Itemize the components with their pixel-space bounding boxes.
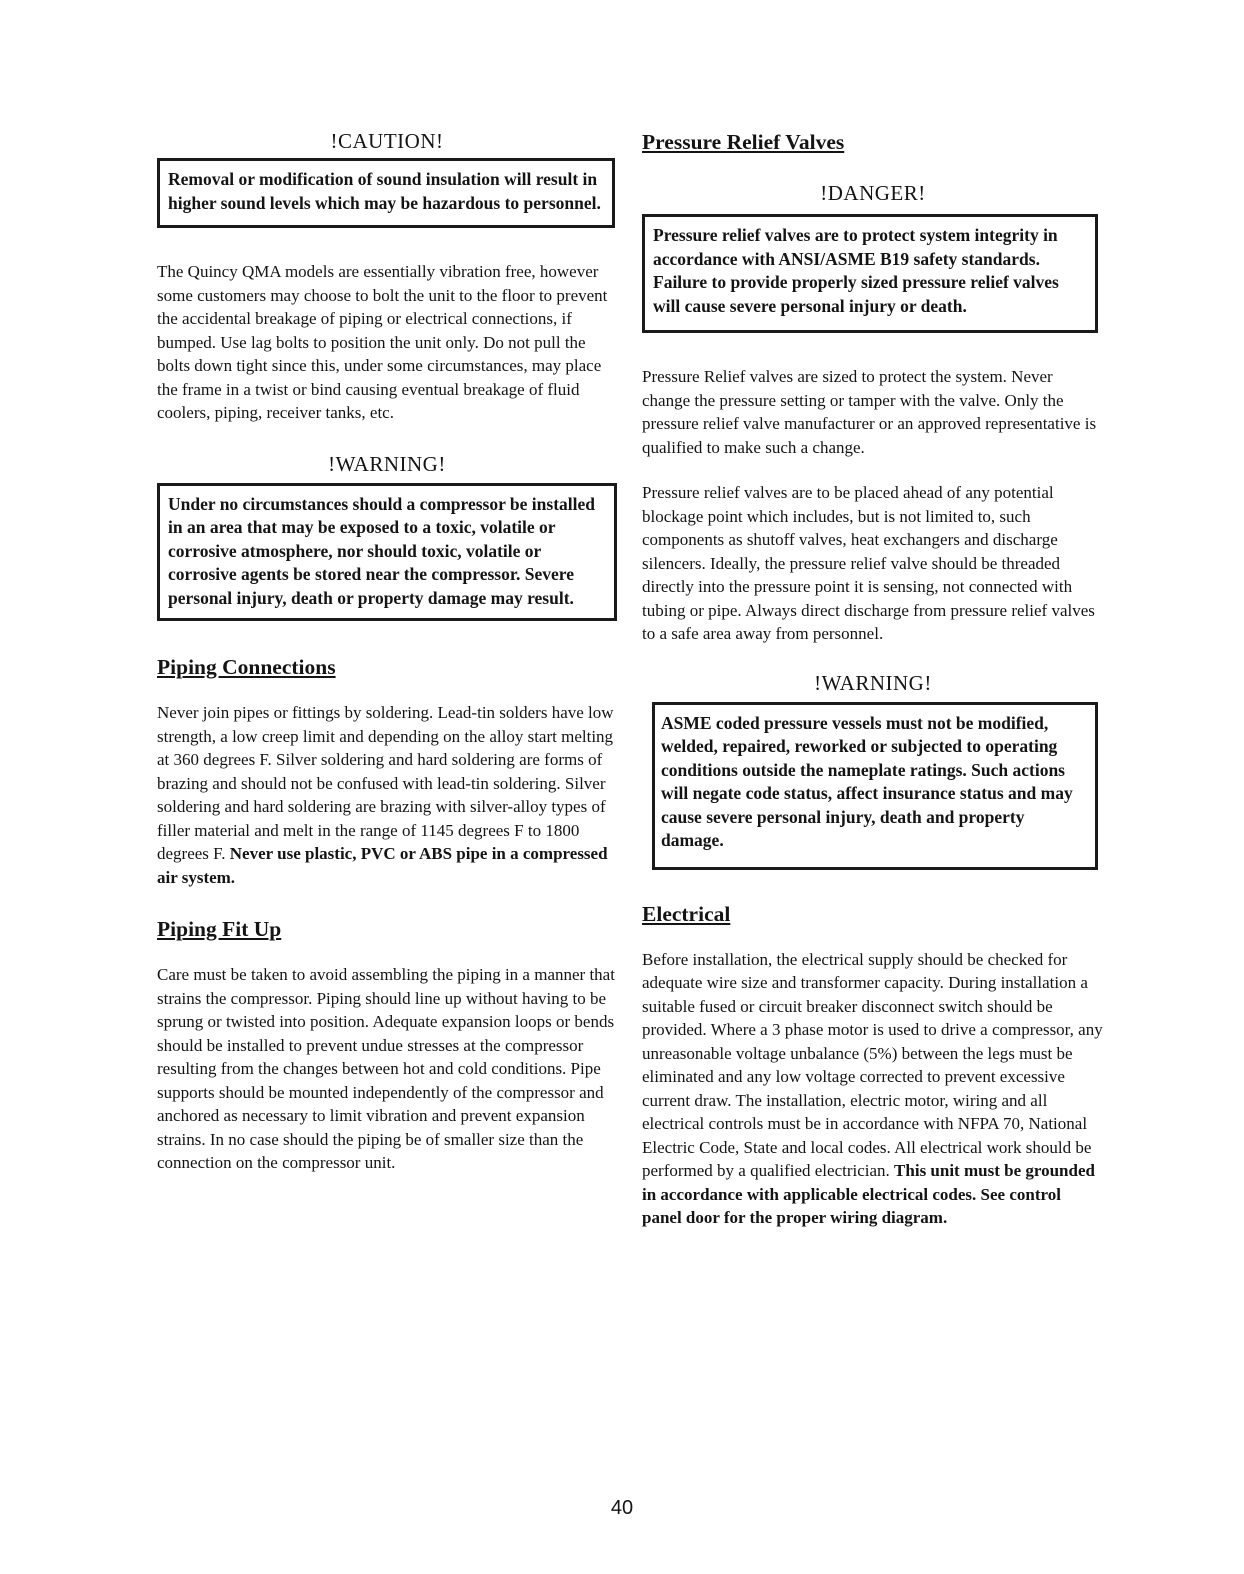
danger-text: Pressure relief valves are to protect system integrity in accordance with ANSI/ASME B19 safety standards. Failure to provide properly sized pressure relief valves will cause severe personal injury or death. bbox=[653, 225, 1059, 316]
warning-text: Under no circumstances should a compressor be installed in an area that may be exposed to a toxic, volatile or corrosive atmosphere, nor should toxic, volatile or corrosive agents be stored near the compressor. Severe personal injury, death or property damage may result. bbox=[168, 493, 595, 608]
warning-title-right: !WARNING! bbox=[814, 670, 932, 695]
piping-fit-up-paragraph: Care must be taken to avoid assembling the piping in a manner that strains the compressor. Piping should line up without having to be sprung or twisted into position. Adequate expansion loops or bends should be installed to prevent undue stresses at the compressor resulting from the changes between hot and cold conditions. Pipe supports should be mounted independently of the compressor and anchored as necessary to limit vibration and prevent expansion strains. In no case should the piping be of smaller size than the connection on the compressor unit. bbox=[157, 965, 615, 1172]
electrical-paragraph bbox=[642, 948, 1104, 1230]
warning-text-right: ASME coded pressure vessels must not be modified, welded, repaired, reworked or subjected to operating conditions outside the nameplate ratings. Such actions will negate code status, affect insurance status and may cause severe personal injury, death and property damage. bbox=[661, 712, 1073, 850]
warning-box-right bbox=[652, 702, 1098, 870]
right-column bbox=[642, 128, 1104, 1230]
piping-fit-up-heading: Piping Fit Up bbox=[157, 917, 282, 941]
pressure-relief-paragraph-1: Pressure Relief valves are sized to protect the system. Never change the pressure setting or tamper with the valve. Only the pressure relief valve manufacturer or an approved representative is qualified to make such a change. bbox=[642, 367, 1097, 457]
electrical-bold-text: This unit must be grounded in accordance with applicable electrical codes. See control panel door for the proper wiring diagram. bbox=[642, 1161, 1095, 1227]
danger-box bbox=[642, 214, 1098, 333]
piping-connections-heading: Piping Connections bbox=[157, 655, 336, 679]
danger-title: !DANGER! bbox=[820, 181, 926, 205]
piping-connections-paragraph bbox=[157, 701, 617, 889]
piping-connections-bold-text: Never use plastic, PVC or ABS pipe in a compressed air system. bbox=[157, 844, 608, 887]
pressure-relief-paragraph-2: Pressure relief valves are to be placed ahead of any potential blockage point which includes, but is not limited to, such components as shutoff valves, heat exchangers and discharge silencers. Ideally, the pressure relief valve should be threaded directly into the pressure point it is sensing, not connected with tubing or pipe. Always direct discharge from pressure relief valves to a safe area away from personnel. bbox=[642, 483, 1095, 643]
electrical-text: Before installation, the electrical supply should be checked for adequate wire size and transformer capacity. During installation a suitable fused or circuit breaker disconnect switch should be provided. Where a 3 phase motor is used to drive a compressor, any unreasonable voltage unbalance (5%) between the legs must be eliminated and any low voltage corrected to prevent excessive current draw. The installation, electric motor, wiring and all electrical controls must be in accordance with NFPA 70, National Electric Code, State and local codes. All electrical work should be performed by a qualified electrician. bbox=[642, 949, 1103, 1180]
page-number: 40 bbox=[610, 1497, 634, 1519]
pressure-relief-heading: Pressure Relief Valves bbox=[642, 130, 845, 154]
electrical-heading: Electrical bbox=[642, 901, 731, 926]
left-column bbox=[157, 128, 617, 1175]
piping-connections-text: Never join pipes or fittings by soldering. Lead-tin solders have low strength, a low creep limit and depending on the alloy start melting at 360 degrees F. Silver soldering and hard soldering are forms of brazing and should not be confused with lead-tin soldering. Silver soldering and hard soldering are brazing with silver-alloy types of filler material and melt in the range of 1145 degrees F to 1800 degrees F. bbox=[157, 703, 614, 863]
caution-text: Removal or modification of sound insulation will result in higher sound levels which may be hazardous to personnel. bbox=[168, 169, 601, 213]
intro-paragraph: The Quincy QMA models are essentially vibration free, however some customers may choose to bolt the unit to the floor to prevent the accidental breakage of piping or electrical connections, if bumped. Use lag bolts to position the unit only. Do not pull the bolts down tight since this, under some circumstances, may place the frame in a twist or bind causing eventual breakage of fluid coolers, piping, receiver tanks, etc. bbox=[157, 262, 608, 422]
caution-box bbox=[157, 158, 615, 228]
warning-box bbox=[157, 483, 617, 622]
caution-title: !CAUTION! bbox=[330, 129, 444, 153]
warning-title: !WARNING! bbox=[328, 451, 446, 476]
